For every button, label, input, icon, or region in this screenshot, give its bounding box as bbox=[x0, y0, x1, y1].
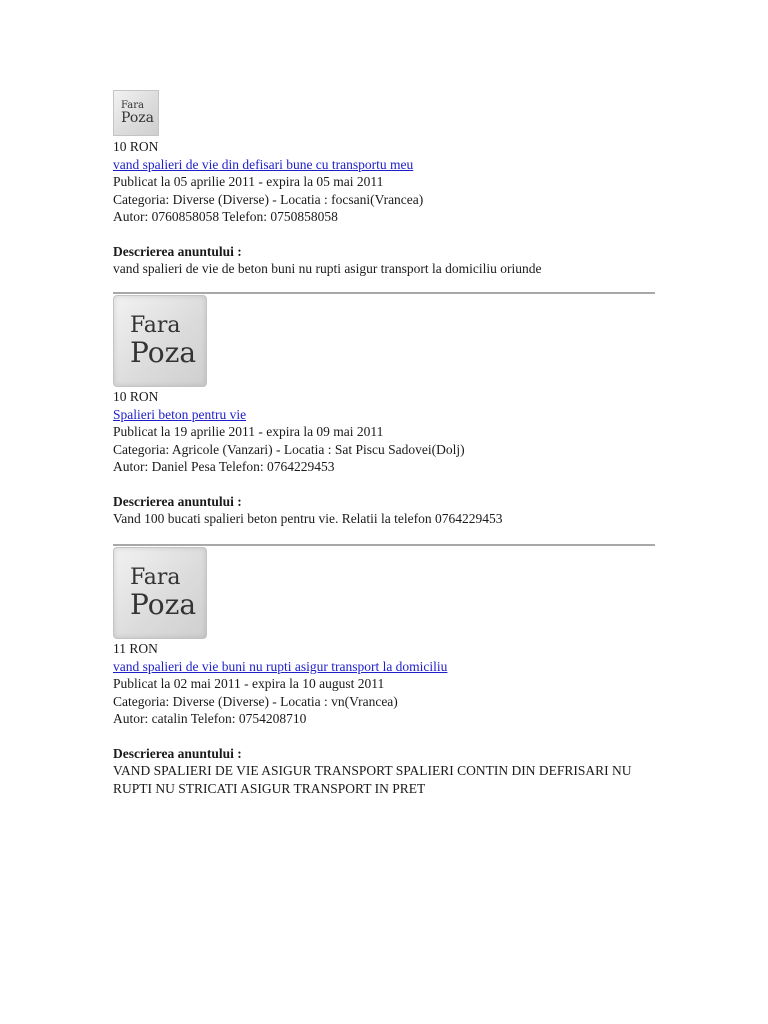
listing-author: Autor: Daniel Pesa Telefon: 0764229453 bbox=[113, 459, 335, 474]
listing-category: Categoria: Diverse (Diverse) - Locatia : focsani(Vrancea) bbox=[113, 191, 424, 207]
listing-title-link[interactable]: vand spalieri de vie din defisari bune cu transportu meu bbox=[113, 156, 414, 172]
listing-published-dates: Publicat la 02 mai 2011 - expira la 10 august 2011 bbox=[113, 676, 385, 691]
no-photo-placeholder bbox=[113, 295, 207, 387]
listing-category: Categoria: Diverse (Diverse) - Locatia : vn(Vrancea) bbox=[113, 693, 398, 709]
listing-category: Categoria: Agricole (Vanzari) - Locatia : Sat Piscu Sadovei(Dolj) bbox=[113, 441, 465, 457]
listing-published-dates: Publicat la 05 aprilie 2011 - expira la 05 mai 2011 bbox=[113, 174, 384, 189]
no-photo-placeholder bbox=[113, 547, 207, 639]
listing-price: 10 RON bbox=[113, 389, 159, 404]
description-heading: Descrierea anuntului : bbox=[113, 493, 242, 509]
placeholder-text: Poza bbox=[121, 110, 155, 126]
listing-description: vand spalieri de vie de beton buni nu rupti asigur transport la domiciliu oriunde bbox=[113, 261, 542, 276]
placeholder-text: Fara bbox=[130, 313, 181, 338]
listing-description: Vand 100 bucati spalieri beton pentru vie. Relatii la telefon 0764229453 bbox=[113, 511, 503, 526]
listing-price: 11 RON bbox=[113, 641, 158, 656]
listing-item bbox=[113, 295, 658, 528]
listing-separator bbox=[113, 544, 655, 546]
listing-published-dates: Publicat la 19 aprilie 2011 - expira la 09 mai 2011 bbox=[113, 424, 384, 439]
placeholder-text: Fara bbox=[130, 565, 181, 590]
placeholder-text: Poza bbox=[130, 588, 197, 621]
placeholder-text: Poza bbox=[130, 336, 197, 369]
placeholder-text: Fara bbox=[121, 100, 144, 111]
listing-item bbox=[113, 90, 658, 278]
listing-description: VAND SPALIERI DE VIE ASIGUR TRANSPORT SPALIERI CONTIN DIN DEFRISARI NU RUPTI NU STRICATI ASIGUR TRANSPORT IN PRET bbox=[113, 763, 632, 796]
listing-author: Autor: 0760858058 Telefon: 0750858058 bbox=[113, 209, 338, 224]
listing-title-link[interactable]: vand spalieri de vie buni nu rupti asigur transport la domiciliu bbox=[113, 658, 448, 674]
listing-price: 10 RON bbox=[113, 139, 159, 154]
listing-author: Autor: catalin Telefon: 0754208710 bbox=[113, 711, 307, 726]
description-heading: Descrierea anuntului : bbox=[113, 745, 242, 761]
description-heading: Descrierea anuntului : bbox=[113, 243, 242, 259]
listing-separator bbox=[113, 292, 655, 294]
listing-title-link[interactable]: Spalieri beton pentru vie bbox=[113, 406, 247, 422]
listing-item bbox=[113, 547, 658, 797]
no-photo-placeholder bbox=[113, 90, 159, 136]
